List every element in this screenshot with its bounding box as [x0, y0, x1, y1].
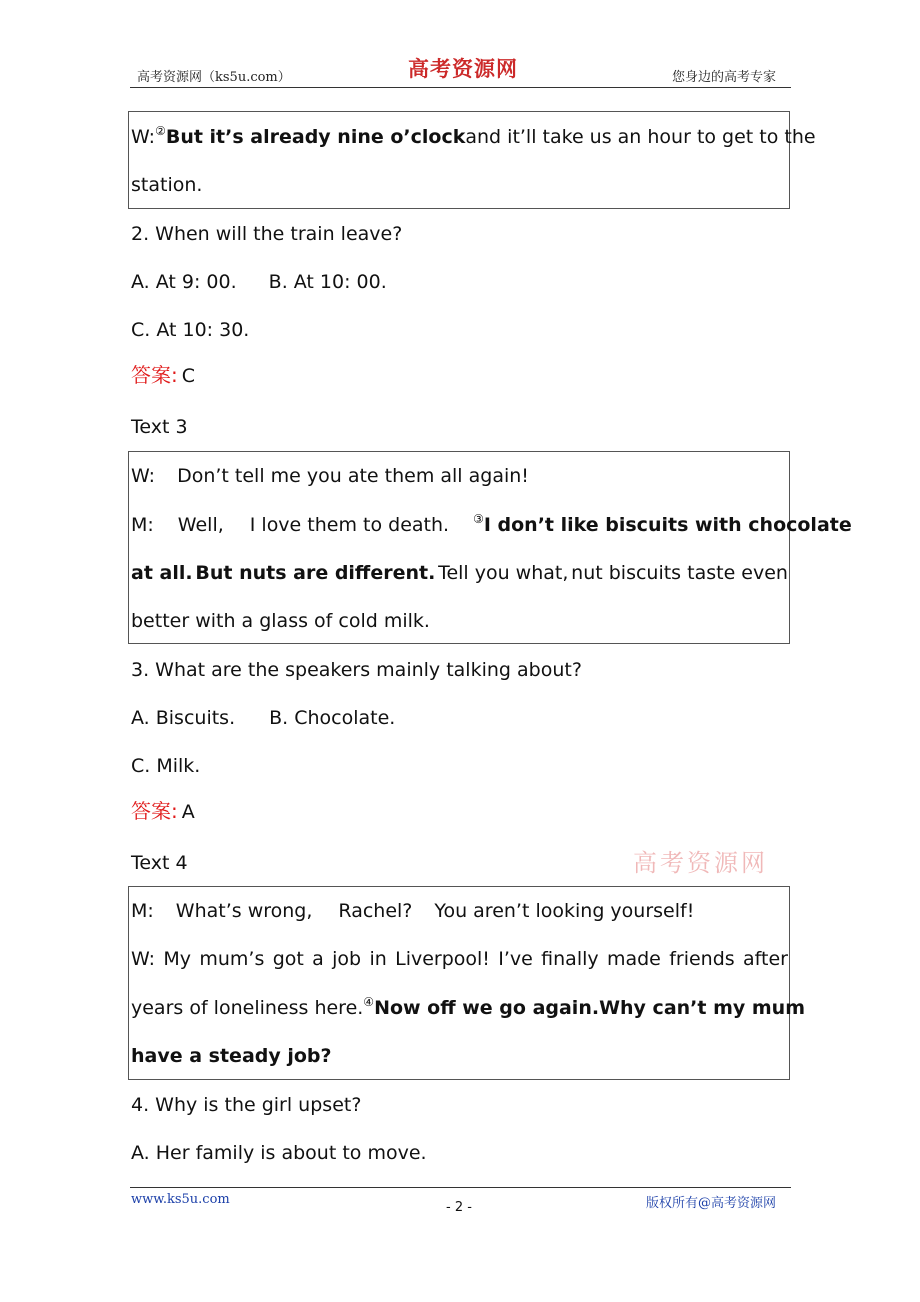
q2-answer	[131, 362, 788, 389]
dialog-word: Tell you what,	[438, 562, 569, 584]
circled-marker: ③	[473, 512, 484, 526]
dialog-word: My	[163, 948, 192, 970]
speaker-w: W:	[131, 126, 156, 148]
dialog-word: finally	[541, 948, 599, 970]
text4-w-line-3	[131, 1043, 788, 1069]
footer-link[interactable]: www.ks5u.com	[131, 1192, 230, 1207]
q3-answer	[131, 798, 788, 825]
dialog-word: nut biscuits taste even	[571, 562, 788, 584]
dialog-word: friends	[669, 948, 735, 970]
q2-options-ab	[131, 269, 788, 295]
question-3: 3. What are the speakers mainly talking about?	[131, 659, 582, 681]
q3-option-c: C. Milk.	[131, 755, 201, 777]
dialog-word: You aren’t looking yourself!	[434, 900, 695, 922]
dialog-word: after	[743, 948, 788, 970]
dialog-word: a	[312, 948, 324, 970]
dialog-word: job	[332, 948, 362, 970]
dialog-text: Don’t tell me you ate them all again!	[177, 465, 529, 487]
footer-copyright: 版权所有@高考资源网	[646, 1196, 777, 1211]
dialog-word: mum’s	[199, 948, 265, 970]
q2-option-a: A. At 9: 00.	[131, 271, 237, 293]
q4-option-a: A. Her family is about to move.	[131, 1142, 427, 1164]
q2-option-b: B. At 10: 00.	[268, 271, 387, 293]
answer-value: A	[181, 801, 195, 823]
bold-phrase: have a steady job?	[131, 1045, 332, 1067]
bold-phrase: at all.	[131, 562, 193, 584]
watermark-logo: 高考资源网	[633, 849, 768, 877]
bold-phrase: But nuts are different.	[195, 562, 436, 584]
dialog-word: Well,	[177, 514, 224, 536]
text3-w-line	[131, 463, 788, 489]
text2-dialog-line-1	[131, 124, 816, 150]
dialog-word: Rachel?	[338, 900, 413, 922]
dialog-word: in	[369, 948, 387, 970]
header-right-text: 您身边的高考专家	[672, 70, 777, 85]
question-2: 2. When will the train leave?	[131, 223, 403, 245]
bold-phrase: I don’t like biscuits with chocolate	[483, 514, 852, 536]
header-rule	[130, 87, 791, 88]
bold-phrase: ④Now off we go again.	[363, 995, 600, 1019]
dialog-word: I’ve	[498, 948, 533, 970]
q3-options-ab	[131, 705, 788, 731]
header-left-text: 高考资源网（ks5u.com）	[137, 70, 291, 85]
header-logo: 高考资源网	[408, 56, 518, 81]
dialog-word: made	[606, 948, 661, 970]
q3-option-a: A. Biscuits.	[131, 707, 236, 729]
speaker-m: M:	[131, 514, 154, 536]
bold-phrase: ②But it’s already nine o’clock	[155, 124, 466, 148]
question-4: 4. Why is the girl upset?	[131, 1094, 362, 1116]
text3-title: Text 3	[131, 416, 188, 438]
speaker-w: W:	[131, 465, 156, 487]
speaker-w: W:	[131, 948, 156, 970]
text4-w-line-2	[131, 995, 806, 1021]
text3-m-line-3: better with a glass of cold milk.	[131, 610, 430, 632]
text2-dialog-line-2: station.	[131, 174, 203, 196]
text3-m-line-2	[131, 560, 788, 586]
dialog-word: What’s wrong,	[175, 900, 313, 922]
text4-title: Text 4	[131, 852, 188, 874]
answer-value: C	[181, 365, 196, 387]
answer-label: 答案:	[131, 363, 178, 387]
circled-marker: ④	[363, 995, 375, 1009]
text4-m-line	[131, 898, 788, 924]
dialog-word: got	[272, 948, 304, 970]
dialog-word: Liverpool!	[395, 948, 490, 970]
q3-option-b: B. Chocolate.	[269, 707, 396, 729]
footer-rule	[130, 1187, 791, 1188]
dialog-text: and it’ll take us an hour to get to the	[465, 126, 816, 148]
dialog-word: I love them to death.	[249, 514, 450, 536]
answer-label: 答案:	[131, 799, 178, 823]
dialog-text: years of loneliness here.	[131, 997, 364, 1019]
circled-marker: ②	[155, 124, 166, 138]
text4-w-line-1	[131, 946, 788, 972]
bold-phrase: Why can’t my mum	[599, 997, 806, 1019]
page-number: - 2 -	[446, 1200, 472, 1215]
q2-option-c: C. At 10: 30.	[131, 319, 250, 341]
speaker-m: M:	[131, 900, 154, 922]
text3-m-line-1	[131, 512, 852, 538]
